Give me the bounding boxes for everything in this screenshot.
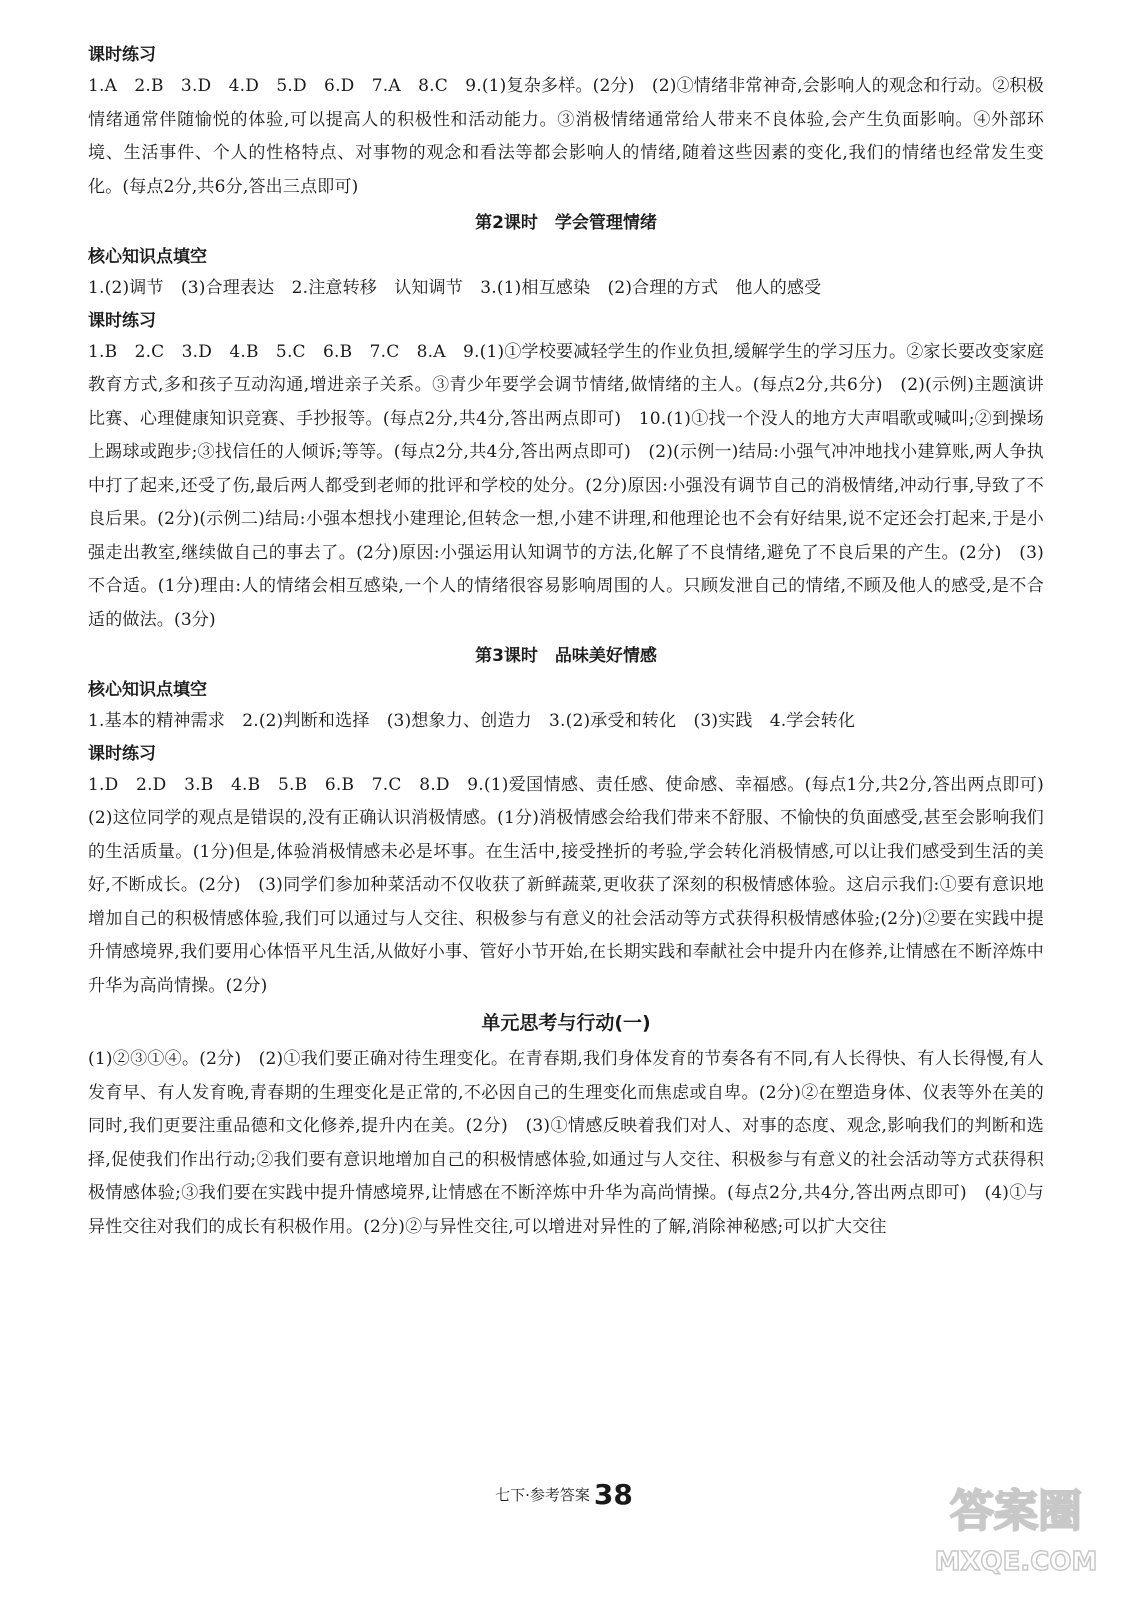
answer-paragraph: 1.A 2.B 3.D 4.D 5.D 6.D 7.A 8.C 9.(1)复杂多样。(2分) (2)①情绪非常神奇,会影响人的观念和行动。②积极情绪通常伴随愉悦的体验,可以提高人的积极性和活动能力。③消极情绪通常给人带来不良体验,会产生负面影响。④外部环境、生活事件、个人的性格特点、对事物的观念和看法等都会影响人的情绪,随着这些因素的变化,我们的情绪也经常发生变化。(每点2分,共6分,答出三点即可) [88,76,1044,197]
answer-paragraph: 1.B 2.C 3.D 4.B 5.C 6.B 7.C 8.A 9.(1)①学校要减轻学生的作业负担,缓解学生的学习压力。②家长要改变家庭教育方式,多和孩子互动沟通,增进亲子关系。③青少年要学会调节情绪,做情绪的主人。(每点2分,共6分) (2)(示例)主题演讲比赛、心理健康知识竞赛、手抄报等。(每点2分,共4分,答出两点即可) 10.(1)①找一个没人的地方大声唱歌或喊叫;②到操场上踢球或跑步;③找信任的人倾诉;等等。(每点2分,共4分,答出两点即可) (2)(示例一)结局:小强气冲冲地找小建算账,两人争执中打了起来,还受了伤,最后两人都受到老师的批评和学校的处分。(2分)原因:小强没有调节自己的消极情绪,冲动行事,导致了不良后果。(2分)(示例二)结局:小强本想找小建理论,但转念一想,小建不讲理,和他理论也不会有好结果,说不定还会打起来,于是小强走出教室,继续做自己的事去了。(2分)原因:小强运用认知调节的方法,化解了不良情绪,避免了不良后果的产生。(2分) (3)不合适。(1分)理由:人的情绪会相互感染,一个人的情绪很容易影响周围的人。只顾发泄自己的情绪,不顾及他人的感受,是不合适的做法。(3分) [88,341,1044,630]
footer-label: 七下·参考答案 [495,1486,590,1504]
answer-paragraph: 1.基本的精神需求 2.(2)判断和选择 (3)想象力、创造力 3.(2)承受和转化 (3)实践 4.学会转化 [88,711,856,731]
section-heading: 课时练习 [88,310,156,331]
page-number: 38 [593,1478,633,1511]
watermark-text-top: 答案圈 [950,1486,1082,1537]
watermark-logo [926,1466,1106,1586]
section-heading: 课时练习 [88,45,156,65]
lesson-title: 第2课时 学会管理情绪 [475,213,657,233]
unit-title: 单元思考与行动(一) [481,1012,651,1034]
answer-paragraph: 1.(2)调节 (3)合理表达 2.注意转移 认知调节 3.(1)相互感染 (2)合理的方式 他人的感受 [88,278,822,298]
section-heading: 核心知识点填空 [88,680,207,700]
watermark-text-bottom: MXQE.COM [934,1547,1098,1577]
answer-paragraph: 1.D 2.D 3.B 4.B 5.B 6.B 7.C 8.D 9.(1)爱国情感、责任感、使命感、幸福感。(每点1分,共2分,答出两点即可) (2)这位同学的观点是错误的,没有正确认识消极情感。(1分)消极情感会给我们带来不舒服、不愉快的负面感受,甚至会影响我们的生活质量。(1分)但是,体验消极情感未必是坏事。在生活中,接受挫折的考验,学会转化消极情感,可以让我们感受到生活的美好,不断成长。(2分) (3)同学们参加种菜活动不仅收获了新鲜蔬菜,更收获了深刻的积极情感体验。这启示我们:①要有意识地增加自己的积极情感体验,我们可以通过与人交往、积极参与有意义的社会活动等方式获得积极情感体验;(2分)②要在实践中提升情感境界,我们要用心体悟平凡生活,从做好小事、管好小节开始,在长期实践和奉献社会中提升内在修养,让情感在不断淬炼中升华为高尚情操。(2分) [88,774,1062,996]
section-heading: 课时练习 [88,743,156,764]
answer-paragraph: (1)②③①④。(2分) (2)①我们要正确对待生理变化。在青春期,我们身体发育的节奏各有不同,有人长得快、有人长得慢,有人发育早、有人发育晚,青春期的生理变化是正常的,不必因自己的生理变化而焦虑或自卑。(2分)②在塑造身体、仪表等外在美的同时,我们更要注重品德和文化修养,提升内在美。(2分) (3)①情感反映着我们对人、对事的态度、观念,影响我们的判断和选择,促使我们作出行动;②我们要有意识地增加自己的积极情感体验,如通过与人交往、积极参与有意义的社会活动等方式获得积极情感体验;③我们要在实践中提升情感境界,让情感在不断淬炼中升华为高尚情操。(每点2分,共4分,答出两点即可) (4)①与异性交往对我们的成长有积极作用。(2分)②与异性交往,可以增进对异性的了解,消除神秘感;可以扩大交往 [88,1049,1044,1237]
section-heading: 核心知识点填空 [88,247,207,267]
lesson-title: 第3课时 品味美好情感 [475,646,657,666]
answer-page [88,40,1062,1244]
